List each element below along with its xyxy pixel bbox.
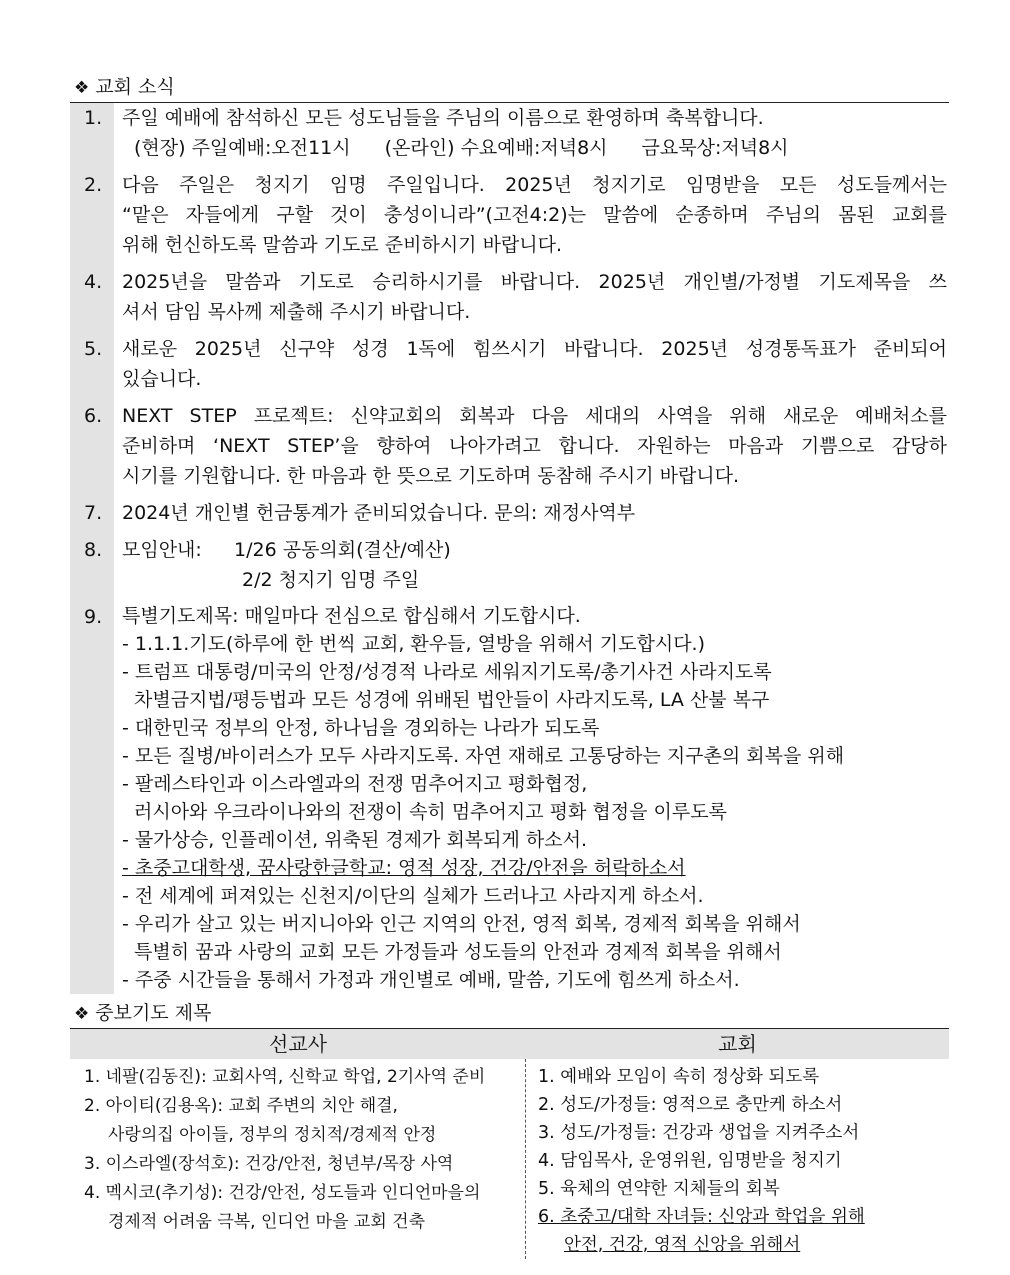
missionary-item: 4. 멕시코(추기성): 건강/안전, 성도들과 인디언마을의 [84, 1183, 481, 1203]
church-column-header: 교회 [718, 1032, 757, 1056]
item-text: 주일 예배에 참석하신 모든 성도님들을 주님의 이름으로 환영하며 축복합니다. [122, 107, 764, 129]
prayer-line: - 1.1.1.기도(하루에 한 번씩 교회, 환우들, 열방을 위해서 기도합시다.) [122, 633, 705, 655]
missionary-item: 2. 아이티(김용옥): 교회 주변의 치안 해결, [84, 1096, 398, 1116]
church-column [526, 1059, 949, 1259]
missionary-column-header: 선교사 [269, 1032, 327, 1056]
online-service-time: (온라인) 수요예배:저녁8시 [384, 137, 608, 159]
item-number: 5. [70, 334, 114, 394]
prayer-line: 러시아와 우크라이나와의 전쟁이 속히 멈추어지고 평화 협정을 이루도록 [134, 801, 727, 823]
church-item: 5. 육체의 연약한 지체들의 회복 [538, 1179, 780, 1199]
church-item: 안전, 건강, 영적 신앙을 위해서 [564, 1235, 801, 1255]
news-item-9 [70, 602, 949, 994]
meeting-event: 2/2 청지기 임명 주일 [242, 569, 420, 591]
item-line: 위해 헌신하도록 말씀과 기도로 준비하시기 바랍니다. [122, 234, 563, 256]
item-number: 1. [70, 103, 114, 163]
prayer-line: - 우리가 살고 있는 버지니아와 인근 지역의 안전, 영적 회복, 경제적 회복을 위해서 [122, 913, 801, 935]
church-item: 1. 예배와 모임이 속히 정상화 되도록 [538, 1067, 820, 1087]
news-item-4 [70, 267, 949, 327]
prayer-line: 특별히 꿈과 사랑의 교회 모든 가정들과 성도들의 안전과 경제적 회복을 위해서 [134, 941, 782, 963]
item-line: 2025년을 말씀과 기도로 승리하시기를 바랍니다. 2025년 개인별/가정별 기도제목을 쓰 [122, 271, 947, 293]
item-number: 6. [70, 401, 114, 491]
intercession-header-row [70, 1028, 949, 1059]
prayer-line: - 주중 시간들을 통해서 가정과 개인별로 예배, 말씀, 기도에 힘쓰게 하소서. [122, 969, 740, 991]
news-section-title: ❖ 교회 소식 [74, 76, 175, 98]
news-item-8 [70, 535, 949, 595]
item-number: 4. [70, 267, 114, 327]
service-times [122, 133, 823, 163]
prayer-line: - 트럼프 대통령/미국의 안정/성경적 나라로 세워지기도록/총기사건 사라지도록 [122, 661, 772, 683]
news-item-5 [70, 334, 949, 394]
news-item-2 [70, 170, 949, 260]
missionary-item: 경제적 어려움 극복, 인디언 마을 교회 건축 [108, 1212, 426, 1232]
church-item: 3. 성도/가정들: 건강과 생업을 지켜주소서 [538, 1123, 860, 1143]
item-line: 다음 주일은 청지기 임명 주일입니다. 2025년 청지기로 임명받을 모든 성도들께서는 [122, 174, 947, 196]
prayer-line: - 전 세계에 퍼져있는 신천지/이단의 실체가 드러나고 사라지게 하소서. [122, 885, 704, 907]
missionary-item: 1. 네팔(김동진): 교회사역, 신학교 학업, 2기사역 준비 [84, 1067, 486, 1087]
prayer-line: - 대한민국 정부의 안정, 하나님을 경외하는 나라가 되도록 [122, 717, 600, 739]
prayer-line: - 모든 질병/바이러스가 모두 사라지도록. 자연 재해로 고통당하는 지구촌의 회복을 위해 [122, 745, 845, 767]
diamond-bullet-icon: ❖ [74, 1004, 90, 1024]
church-item: 2. 성도/가정들: 영적으로 충만케 하소서 [538, 1095, 843, 1115]
prayer-line: - 팔레스타인과 이스라엘과의 전쟁 멈추어지고 평화협정, [122, 773, 588, 795]
church-item: 4. 담임목사, 운영위원, 임명받을 청지기 [538, 1151, 842, 1171]
item-number: 7. [70, 498, 114, 528]
diamond-bullet-icon: ❖ [74, 78, 90, 98]
news-item-7 [70, 498, 949, 528]
missionary-item: 3. 이스라엘(장석호): 건강/안전, 청년부/목장 사역 [84, 1154, 454, 1174]
prayer-line: - 초중고대학생, 꿈사랑한글학교: 영적 성장, 건강/안전을 허락하소서 [122, 857, 686, 879]
missionary-item: 사랑의집 아이들, 정부의 정치적/경제적 안정 [108, 1125, 437, 1145]
prayer-line: - 물가상승, 인플레이션, 위축된 경제가 회복되게 하소서. [122, 829, 588, 851]
item-line: 준비하며 ‘NEXT STEP’을 향하여 나아가려고 합니다. 자원하는 마음과 기쁨으로 감당하 [122, 435, 947, 457]
prayer-line: 차별금지법/평등법과 모든 성경에 위배된 법안들이 사라지도록, LA 산불 복구 [134, 689, 770, 711]
news-list [70, 102, 949, 994]
news-item-6 [70, 401, 949, 491]
item-line: 새로운 2025년 신구약 성경 1독에 힘쓰시기 바랍니다. 2025년 성경통독표가 준비되어 [122, 338, 947, 360]
prayer-intro: 특별기도제목: 매일마다 전심으로 합심해서 기도합시다. [122, 605, 581, 627]
friday-meditation-time: 금요묵상:저녁8시 [641, 137, 789, 159]
item-text: 2024년 개인별 헌금통계가 준비되었습니다. 문의: 재정사역부 [122, 502, 636, 524]
news-item-1 [70, 103, 949, 163]
item-line: 있습니다. [122, 368, 202, 390]
item-line: “맡은 자들에게 구할 것이 충성이니라”(고전4:2)는 말씀에 순종하며 주님의 몸된 교회를 [122, 204, 947, 226]
church-item: 6. 초중고/대학 자녀들: 신앙과 학업을 위해 [538, 1207, 865, 1227]
item-number: 8. [70, 535, 114, 595]
item-number: 2. [70, 170, 114, 260]
intercession-section-title: ❖ 중보기도 제목 [74, 1002, 212, 1024]
item-line: 셔서 담임 목사께 제출해 주시기 바랍니다. [122, 301, 471, 323]
meeting-event: 1/26 공동의회(결산/예산) [234, 539, 451, 561]
onsite-service-time: (현장) 주일예배:오전11시 [134, 137, 351, 159]
item-number: 9. [70, 602, 114, 994]
intercession-table [70, 1028, 949, 1259]
missionary-column [70, 1059, 526, 1259]
meeting-label: 모임안내: [122, 539, 202, 561]
item-line: NEXT STEP 프로젝트: 신약교회의 회복과 다음 세대의 사역을 위해 새로운 예배처소를 [122, 405, 947, 427]
item-line: 시기를 기원합니다. 한 마음과 한 뜻으로 기도하며 동참해 주시기 바랍니다. [122, 465, 740, 487]
